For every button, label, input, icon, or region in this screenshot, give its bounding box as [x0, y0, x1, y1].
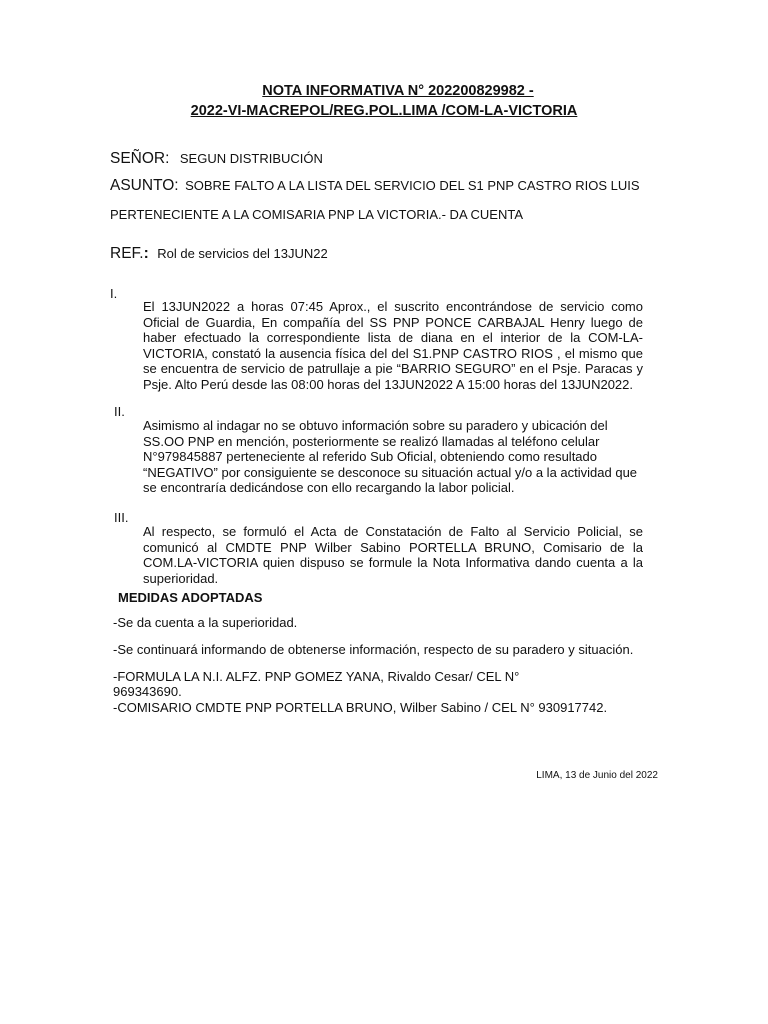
- asunto-field: [110, 177, 640, 195]
- title-line-2: 2022-VI-MACREPOL/REG.POL.LIMA /COM-LA-VICTORIA: [190, 103, 578, 119]
- measure-item-3-line-2: 969343690.: [113, 684, 182, 699]
- measure-item-2: -Se continuará informando de obtenerse información, respecto de su paradero y situación.: [113, 642, 634, 657]
- section-1-numeral: I.: [110, 286, 118, 301]
- document-date: LIMA, 13 de Junio del 2022: [536, 770, 658, 781]
- section-3-numeral: III.: [114, 510, 129, 525]
- asunto-value-line-1: SOBRE FALTO A LA LISTA DEL SERVICIO DEL S1 PNP CASTRO RIOS LUIS: [185, 178, 640, 193]
- senor-value: SEGUN DISTRIBUCIÓN: [179, 151, 323, 166]
- section-2-numeral: II.: [114, 404, 125, 419]
- measure-item-4: -COMISARIO CMDTE PNP PORTELLA BRUNO, Wilber Sabino / CEL N° 930917742.: [113, 700, 608, 715]
- measure-item-1: -Se da cuenta a la superioridad.: [113, 615, 298, 630]
- title-line-1: NOTA INFORMATIVA N° 202200829982 -: [262, 83, 534, 99]
- section-3-text: Al respecto, se formuló el Acta de Constatación de Falto al Servicio Policial, se comunicó al CMDTE PNP Wilber Sabino PORTELLA BRUNO, Comisario de la COM.LA-VICTORIA quien dispuso se formule la Nota Informativa dando cuenta a la superioridad.: [143, 524, 643, 586]
- measures-heading: MEDIDAS ADOPTADAS: [118, 590, 263, 605]
- ref-label: REF.: [110, 245, 144, 262]
- section-2-line: “NEGATIVO” por consiguiente se desconoce su situación actual y/o a la actividad que: [143, 464, 638, 480]
- ref-colon: :: [143, 245, 149, 262]
- section-2-line: se encontraría dedicándose con ello recargando la labor policial.: [143, 480, 515, 495]
- asunto-label: ASUNTO:: [110, 177, 179, 194]
- section-1-text: El 13JUN2022 a horas 07:45 Aprox., el suscrito encontrándose de servicio como Oficial de Guardia, En compañía del SS PNP PONCE CARBAJAL Henry luego de haber efectuado la correspondiente lista de diana en el interior de la COM-LA-VICTORIA, constató la ausencia física del del S1.PNP CASTRO RIOS , el mismo que se encuentra de servicio de patrullaje a pie “BARRIO SEGURO” en el Psje. Paracas y Psje. Alto Perú desde las 08:00 horas del 13JUN2022 A 15:00 horas del 13JUN2022.: [143, 299, 643, 392]
- ref-field: [110, 245, 328, 263]
- senor-field: [110, 150, 323, 168]
- section-2-line: Asimismo al indagar no se obtuvo información sobre su paradero y ubicación del: [143, 418, 608, 433]
- section-2-line: SS.OO PNP en mención, posteriormente se realizó llamadas al teléfono celular: [143, 433, 600, 449]
- senor-label: SEÑOR:: [110, 150, 170, 167]
- asunto-value-line-2: PERTENECIENTE A LA COMISARIA PNP LA VICTORIA.- DA CUENTA: [110, 207, 523, 222]
- measure-item-3-line-1: -FORMULA LA N.I. ALFZ. PNP GOMEZ YANA, Rivaldo Cesar/ CEL N°: [113, 669, 520, 684]
- document-title: [0, 81, 768, 121]
- section-2-line: N°979845887 perteneciente al referido Sub Oficial, obteniendo como resultado: [143, 449, 597, 464]
- ref-value: Rol de servicios del 13JUN22: [157, 246, 328, 261]
- section-2-text: [143, 418, 663, 496]
